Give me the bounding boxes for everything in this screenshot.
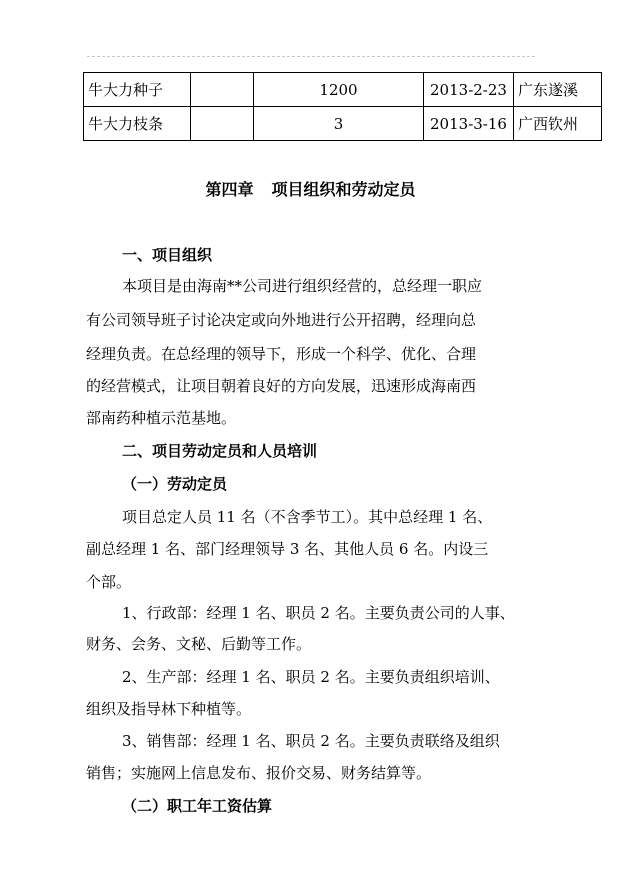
paragraph-line: 组织及指导林下种植等。	[86, 700, 252, 718]
paragraph-line: 3、销售部：经理 1 名、职员 2 名。主要负责联络及组织	[122, 732, 500, 750]
table-cell-date: 2013-3-16	[424, 107, 514, 141]
subsection-heading: （一）劳动定员	[122, 475, 228, 493]
paragraph-line: 财务、会务、文秘、后勤等工作。	[86, 635, 312, 653]
paragraph-line: 本项目是由海南**公司进行组织经营的，总经理一职应	[122, 277, 483, 295]
table-cell-name: 牛大力种子	[84, 73, 191, 107]
table-row	[84, 73, 602, 107]
paragraph-line: 部南药种植示范基地。	[86, 409, 237, 427]
section-heading: 一、项目组织	[122, 246, 213, 264]
table-cell-origin: 广东遂溪	[514, 73, 602, 107]
section-heading: 二、项目劳动定员和人员培训	[122, 442, 318, 460]
paragraph-line: 有公司领导班子讨论决定或向外地进行公开招聘，经理向总	[86, 311, 477, 329]
paragraph-line: 的经营模式，让项目朝着良好的方向发展，迅速形成海南西	[86, 377, 477, 395]
seed-table	[83, 72, 602, 141]
subsection-heading: （二）职工年工资估算	[122, 797, 273, 815]
table-cell-date: 2013-2-23	[424, 73, 514, 107]
paragraph-line: 1、行政部：经理 1 名、职员 2 名。主要负责公司的人事、	[122, 604, 515, 622]
table-cell-name: 牛大力枝条	[84, 107, 191, 141]
table-cell-quantity: 3	[254, 107, 424, 141]
table-cell-origin: 广西钦州	[514, 107, 602, 141]
chapter-title	[0, 177, 621, 200]
table-cell-quantity: 1200	[254, 73, 424, 107]
table-row	[84, 107, 602, 141]
paragraph-line: 个部。	[86, 573, 132, 591]
paragraph-line: 销售；实施网上信息发布、报价交易、财务结算等。	[86, 764, 432, 782]
header-rule	[87, 56, 535, 57]
chapter-heading: 项目组织和劳动定员	[271, 180, 416, 199]
table-cell-blank	[191, 107, 254, 141]
paragraph-line: 项目总定人员 11 名（不含季节工）。其中总经理 1 名、	[122, 508, 493, 526]
paragraph-line: 副总经理 1 名、部门经理领导 3 名、其他人员 6 名。内设三	[86, 540, 489, 558]
table-cell-blank	[191, 73, 254, 107]
chapter-number: 第四章	[205, 180, 254, 199]
paragraph-line: 2、生产部：经理 1 名、职员 2 名。主要负责组织培训、	[122, 668, 500, 686]
paragraph-line: 经理负责。在总经理的领导下，形成一个科学、优化、合理	[86, 345, 477, 363]
